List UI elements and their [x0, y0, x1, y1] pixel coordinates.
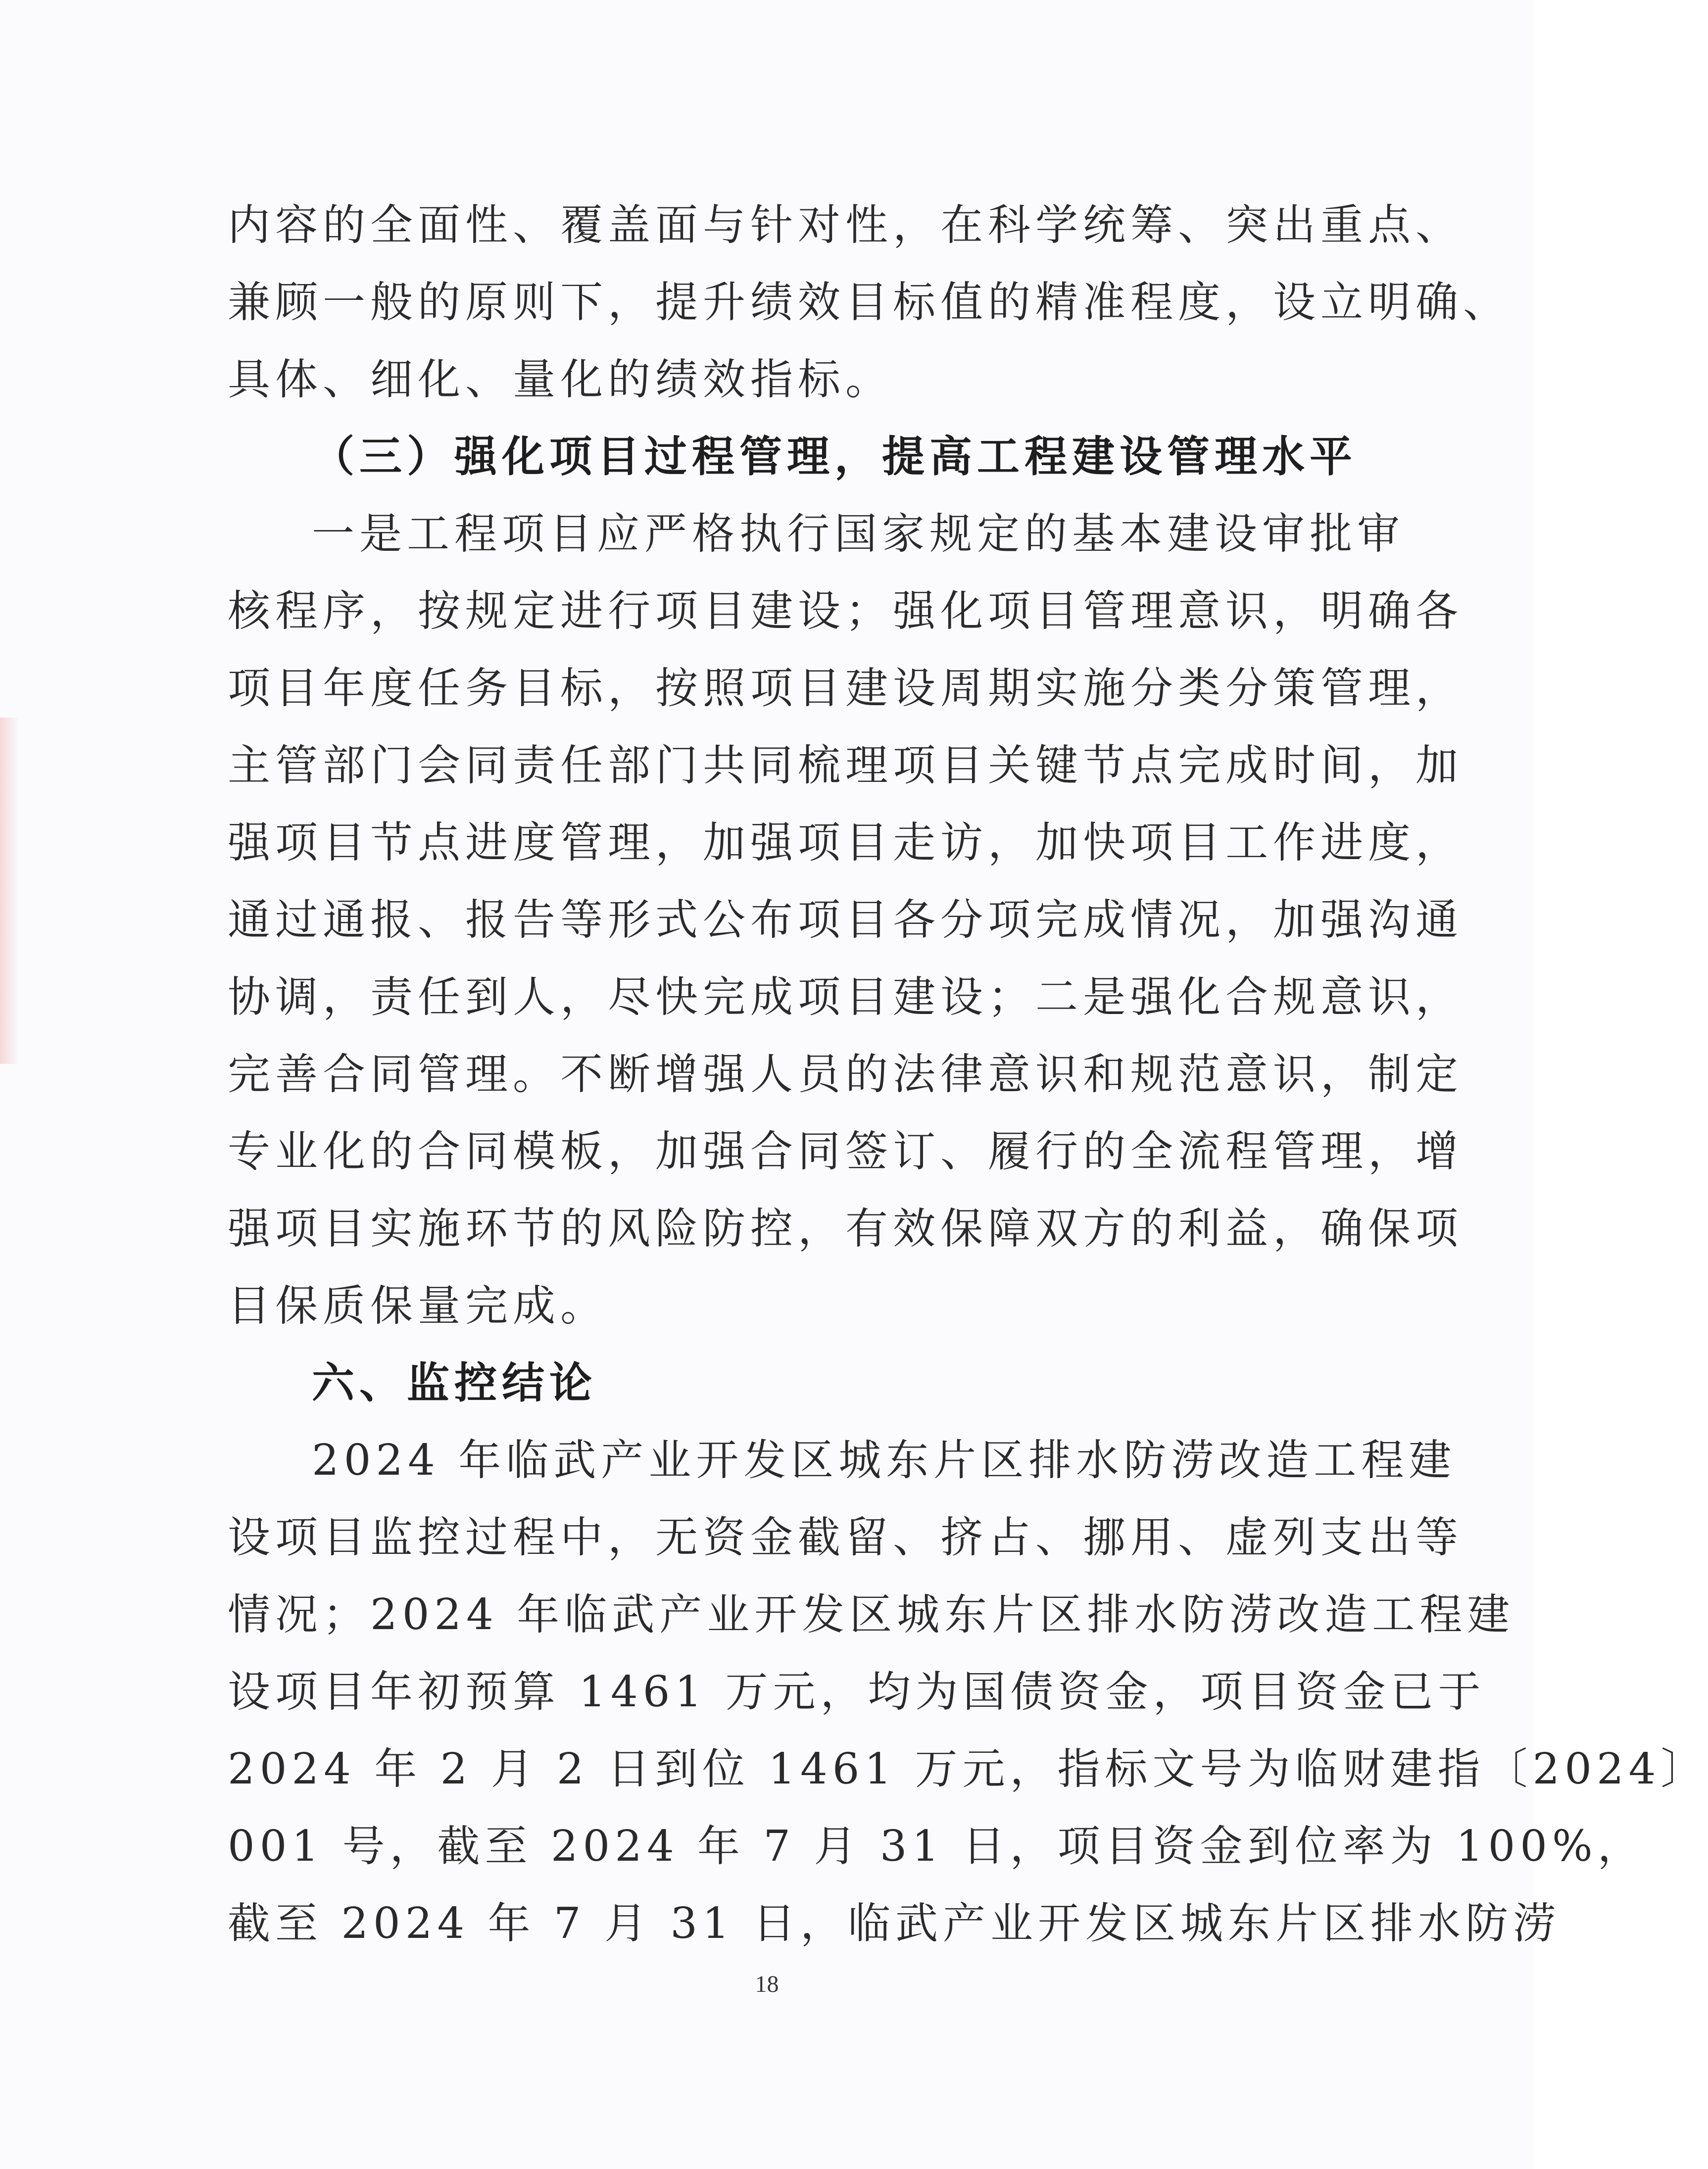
body-line: 通过通报、报告等形式公布项目各分项完成情况，加强沟通 [228, 895, 1463, 945]
body-line: 核程序，按规定进行项目建设；强化项目管理意识，明确各 [228, 586, 1463, 636]
body-line: 一是工程项目应严格执行国家规定的基本建设审批审 [312, 509, 1405, 559]
page-number: 18 [755, 1971, 779, 1997]
body-line: 情况；2024 年临武产业开发区城东片区排水防涝改造工程建 [228, 1590, 1515, 1639]
body-line: 截至 2024 年 7 月 31 日，临武产业开发区城东片区排水防涝 [228, 1899, 1561, 1948]
body-line: 001 号，截至 2024 年 7 月 31 日，项目资金到位率为 100%， [228, 1822, 1645, 1871]
body-line: 设项目年初预算 1461 万元，均为国债资金，项目资金已于 [228, 1667, 1486, 1717]
body-line: 目保质保量完成。 [228, 1281, 608, 1331]
body-line: 完善合同管理。不断增强人员的法律意识和规范意识，制定 [228, 1050, 1463, 1099]
body-line: 协调，责任到人，尽快完成项目建设；二是强化合规意识， [228, 972, 1463, 1022]
section-heading: （三）强化项目过程管理，提高工程建设管理水平 [312, 432, 1357, 482]
body-line: 内容的全面性、覆盖面与针对性，在科学统筹、突出重点、 [228, 200, 1463, 250]
body-line: 专业化的合同模板，加强合同签订、履行的全流程管理，增 [228, 1127, 1463, 1176]
body-line: 项目年度任务目标，按照项目建设周期实施分类分策管理， [228, 664, 1463, 713]
body-line: 2024 年 2 月 2 日到位 1461 万元，指标文号为临财建指〔2024〕 [228, 1744, 1708, 1794]
body-line: 强项目节点进度管理，加强项目走访，加快项目工作进度， [228, 818, 1463, 868]
body-line: 2024 年临武产业开发区城东片区排水防涝改造工程建 [312, 1436, 1457, 1485]
body-line: 兼顾一般的原则下，提升绩效目标值的精准程度，设立明确、 [228, 278, 1511, 327]
body-line: 具体、细化、量化的绩效指标。 [228, 355, 893, 404]
body-line: 强项目实施环节的风险防控，有效保障双方的利益，确保项 [228, 1204, 1463, 1253]
chapter-heading: 六、监控结论 [312, 1358, 597, 1408]
body-line: 设项目监控过程中，无资金截留、挤占、挪用、虚列支出等 [228, 1513, 1463, 1562]
body-line: 主管部门会同责任部门共同梳理项目关键节点完成时间，加 [228, 741, 1463, 790]
scan-edge-tint [0, 718, 20, 1064]
